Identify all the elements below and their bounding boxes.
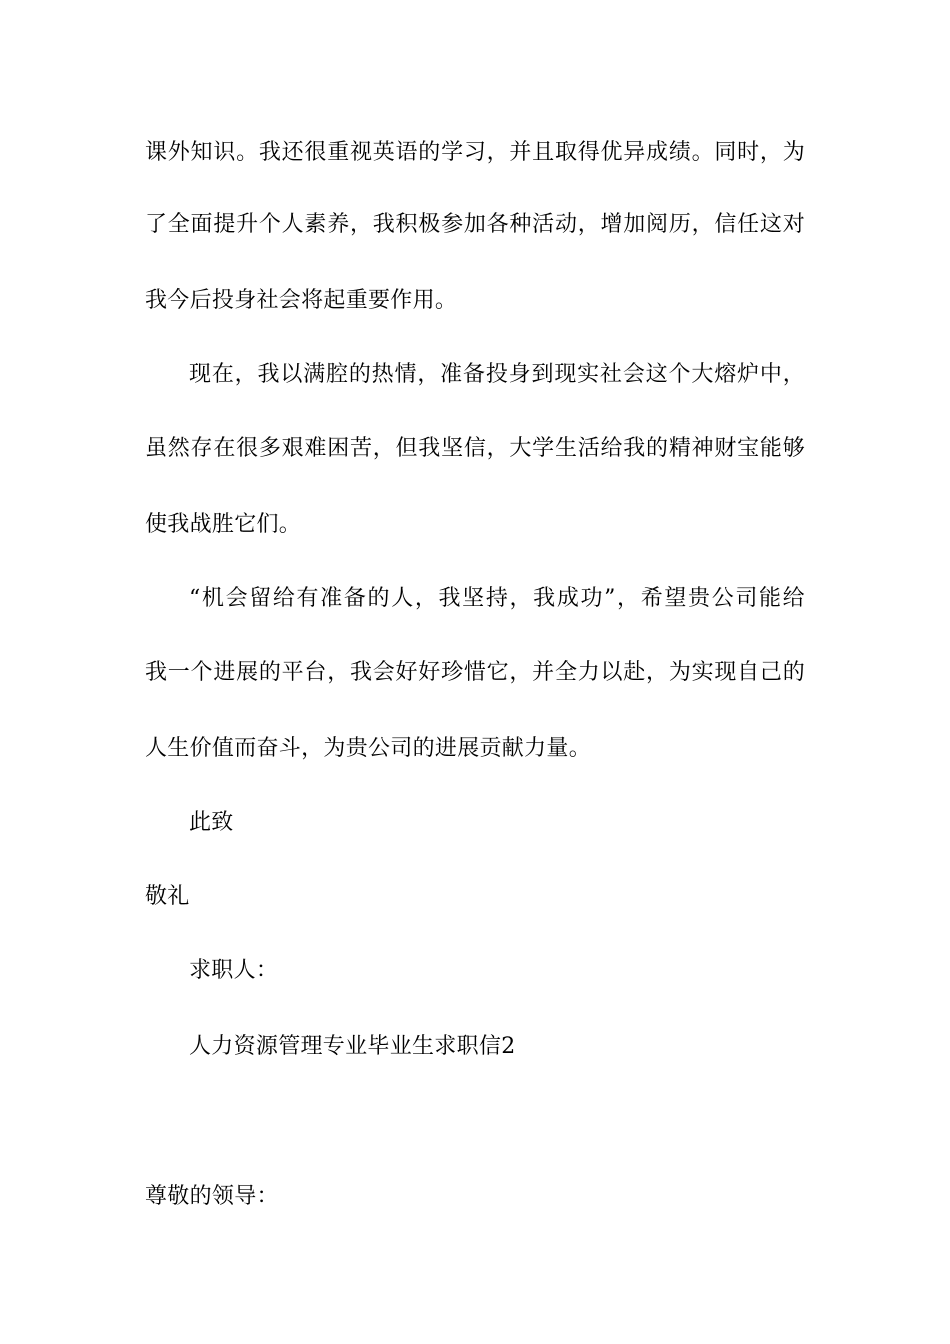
paragraph-line: 我今后投身社会将起重要作用。: [145, 288, 458, 313]
paragraph-line: 现在，我以满腔的热情，准备投身到现实社会这个大熔炉中，: [189, 362, 805, 387]
greeting: 尊敬的领导：: [145, 1184, 279, 1209]
paragraph-line: 虽然存在很多艰难困苦，但我坚信，大学生活给我的精神财宝能够: [145, 436, 805, 461]
applicant-label: 求职人：: [189, 958, 279, 983]
closing-salutation: 此致: [189, 810, 234, 835]
paragraph-line: 了全面提升个人素养，我积极参加各种活动，增加阅历，信任这对: [145, 212, 805, 237]
paragraph-line: “机会留给有准备的人，我坚持，我成功”，希望贵公司能给: [189, 586, 805, 611]
paragraph-line: 人生价值而奋斗，为贵公司的进展贡献力量。: [145, 736, 592, 761]
closing-regards: 敬礼: [145, 884, 190, 909]
paragraph-line: 我一个进展的平台，我会好好珍惜它，并全力以赴，为实现自己的: [145, 660, 805, 685]
paragraph-line: 课外知识。我还很重视英语的学习，并且取得优异成绩。同时，为: [145, 140, 805, 165]
section-title: 人力资源管理专业毕业生求职信2: [189, 1034, 516, 1059]
paragraph-line: 使我战胜它们。: [145, 512, 302, 537]
